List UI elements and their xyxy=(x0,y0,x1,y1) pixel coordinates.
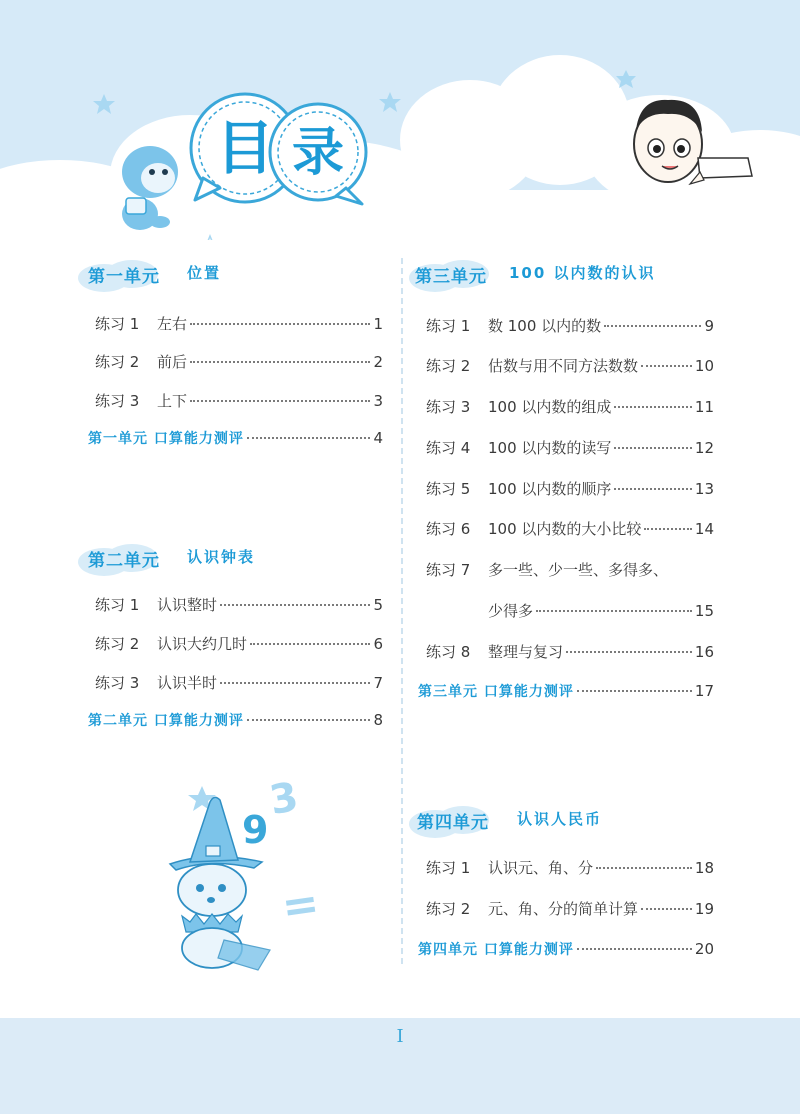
exercise-label: 练习 7 xyxy=(426,561,471,579)
unit-label: 第三单元 xyxy=(415,267,487,287)
column-divider xyxy=(401,258,403,964)
leader-dots xyxy=(247,719,371,721)
unit-header-1 xyxy=(74,256,434,296)
leader-dots xyxy=(190,323,370,325)
leader-dots xyxy=(536,610,692,612)
entry-title: 第四单元 口算能力测评 xyxy=(418,942,574,958)
unit-review-entry[interactable] xyxy=(418,939,714,963)
page-number-roman: I xyxy=(396,1026,404,1047)
exercise-label: 练习 1 xyxy=(426,317,471,335)
toc-entry[interactable] xyxy=(95,313,383,337)
toc-entry[interactable] xyxy=(426,478,714,502)
exercise-label: 练习 3 xyxy=(95,392,140,410)
exercise-label: 练习 1 xyxy=(426,859,471,877)
entry-title: 认识半时 xyxy=(157,674,218,692)
page-number: 15 xyxy=(694,602,714,620)
entry-title: 上下 xyxy=(157,392,188,410)
decor-equals-sign: = xyxy=(278,877,323,934)
page-number: 3 xyxy=(373,392,383,410)
unit-title: 认识钟表 xyxy=(187,548,256,566)
toc-entry[interactable] xyxy=(426,857,714,881)
entry-title: 认识元、角、分 xyxy=(488,859,594,877)
exercise-label: 练习 8 xyxy=(426,643,471,661)
leader-dots xyxy=(250,643,370,645)
entry-title: 100 以内数的顺序 xyxy=(488,480,612,498)
exercise-label: 练习 4 xyxy=(426,439,471,457)
unit-review-entry[interactable] xyxy=(88,428,383,452)
exercise-label: 练习 2 xyxy=(426,900,471,918)
entry-title: 数 100 以内的数 xyxy=(488,317,602,335)
exercise-label: 练习 3 xyxy=(426,398,471,416)
toc-entry[interactable] xyxy=(426,898,714,922)
toc-entry-continued[interactable] xyxy=(426,600,714,624)
entry-title: 认识大约几时 xyxy=(157,635,248,653)
entry-title: 第二单元 口算能力测评 xyxy=(88,713,244,729)
page-number: 7 xyxy=(373,674,383,692)
page-number: 19 xyxy=(694,900,714,918)
leader-dots xyxy=(190,400,370,402)
leader-dots xyxy=(220,604,370,606)
page-number: 9 xyxy=(704,317,714,335)
unit-header-3 xyxy=(405,256,765,296)
toc-entry[interactable] xyxy=(95,633,383,657)
leader-dots xyxy=(577,948,692,950)
leader-dots xyxy=(566,651,692,653)
unit-title: 100 以内数的认识 xyxy=(509,264,656,282)
cat-wizard-illustration xyxy=(150,772,330,972)
entry-title: 前后 xyxy=(157,353,188,371)
exercise-label: 练习 2 xyxy=(95,635,140,653)
unit-header-2 xyxy=(74,540,434,580)
page-number: 4 xyxy=(373,429,383,447)
leader-dots xyxy=(577,690,692,692)
entry-title: 左右 xyxy=(157,315,188,333)
toc-entry[interactable] xyxy=(95,594,383,618)
entry-title: 整理与复习 xyxy=(488,643,564,661)
leader-dots xyxy=(614,488,692,490)
page-number: 16 xyxy=(694,643,714,661)
header-illustration xyxy=(0,0,800,240)
page-number: 13 xyxy=(694,480,714,498)
page-number: 2 xyxy=(373,353,383,371)
leader-dots xyxy=(247,437,371,439)
unit-label: 第四单元 xyxy=(417,813,489,833)
exercise-label: 练习 3 xyxy=(95,674,140,692)
exercise-label: 练习 1 xyxy=(95,315,140,333)
title-char-mu: 目 xyxy=(215,114,274,182)
entry-title: 认识整时 xyxy=(157,596,218,614)
unit-label: 第二单元 xyxy=(88,551,160,571)
page-number: 18 xyxy=(694,859,714,877)
entry-title: 第三单元 口算能力测评 xyxy=(418,684,574,700)
entry-title: 100 以内数的读写 xyxy=(488,439,612,457)
toc-entry[interactable] xyxy=(95,351,383,375)
toc-entry[interactable] xyxy=(95,390,383,414)
entry-title: 第一单元 口算能力测评 xyxy=(88,431,244,447)
exercise-label: 练习 6 xyxy=(426,520,471,538)
entry-title: 少得多 xyxy=(488,602,534,620)
toc-entry[interactable] xyxy=(426,315,714,339)
leader-dots xyxy=(641,908,692,910)
unit-title: 位置 xyxy=(187,264,222,282)
exercise-label: 练习 5 xyxy=(426,480,471,498)
entry-title: 100 以内数的组成 xyxy=(488,398,612,416)
unit-review-entry[interactable] xyxy=(88,710,383,734)
entry-title: 估数与用不同方法数数 xyxy=(488,357,639,375)
unit-title: 认识人民币 xyxy=(517,810,603,828)
leader-dots xyxy=(190,361,370,363)
page-number: 11 xyxy=(694,398,714,416)
entry-title: 100 以内数的大小比较 xyxy=(488,520,642,538)
leader-dots xyxy=(614,406,692,408)
page-number: 12 xyxy=(694,439,714,457)
leader-dots xyxy=(220,682,370,684)
page-number: 14 xyxy=(694,520,714,538)
page-number: 17 xyxy=(694,682,714,700)
unit-review-entry[interactable] xyxy=(418,681,714,705)
exercise-label: 练习 1 xyxy=(95,596,140,614)
leader-dots xyxy=(604,325,701,327)
entry-title: 多一些、少一些、多得多、 xyxy=(488,561,669,579)
toc-entry[interactable] xyxy=(426,396,714,420)
toc-entry[interactable] xyxy=(426,559,714,583)
leader-dots xyxy=(641,365,692,367)
page-number: 1 xyxy=(373,315,383,333)
toc-entry[interactable] xyxy=(95,672,383,696)
decor-number-three: 3 xyxy=(266,773,302,825)
toc-entry[interactable] xyxy=(426,518,714,542)
leader-dots xyxy=(596,867,692,869)
page-number: 20 xyxy=(694,940,714,958)
leader-dots xyxy=(644,528,692,530)
page-number: 8 xyxy=(373,711,383,729)
title-char-lu: 录 xyxy=(291,123,344,183)
page-number: 10 xyxy=(694,357,714,375)
exercise-label: 练习 2 xyxy=(426,357,471,375)
entry-title: 元、角、分的简单计算 xyxy=(488,900,639,918)
page-number: 5 xyxy=(373,596,383,614)
toc-entry[interactable] xyxy=(426,437,714,461)
page-number: 6 xyxy=(373,635,383,653)
exercise-label: 练习 2 xyxy=(95,353,140,371)
unit-label: 第一单元 xyxy=(88,267,160,287)
toc-entry[interactable] xyxy=(426,641,714,665)
toc-entry[interactable] xyxy=(426,355,714,379)
decor-number-nine: 9 xyxy=(242,808,269,852)
leader-dots xyxy=(614,447,692,449)
unit-header-4 xyxy=(405,802,765,842)
